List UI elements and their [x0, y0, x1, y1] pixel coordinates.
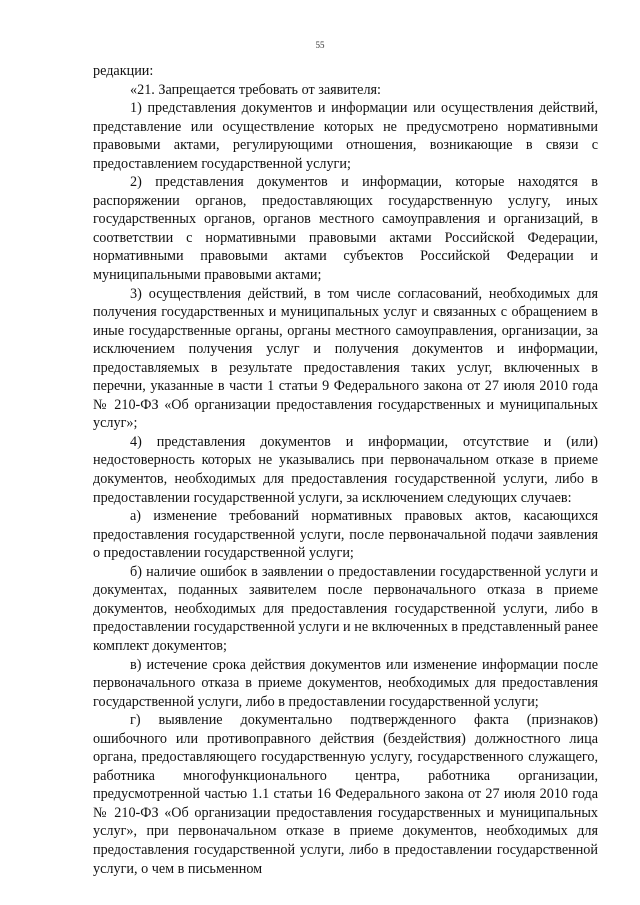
paragraph-item-3: 3) осуществления действий, в том числе согласований, необходимых для получения государственных и муниципальных услуг и связанных с обращением в иные государственные органы, органы местного самоуправления, организации, за исключением получения услуг и получения документов и информации, предоставляемых в результате предоставления таких услуг, включенных в перечни, указанные в части 1 статьи 9 Федерального закона от 27 июля 2010 года № 210-ФЗ «Об организации предоставления государственных и муниципальных услуг»;: [93, 285, 598, 432]
paragraph-item-2: 2) представления документов и информации, которые находятся в распоряжении органов, предоставляющих государственную услугу, иных государственных органов, органов местного самоуправления и организаций, в соответствии с нормативными правовыми актами Российской Федерации, нормативными правовыми актами субъектов Российской Федерации и муниципальными правовыми актами;: [93, 174, 598, 284]
paragraph-subitem-g: г) выявление документально подтвержденного факта (признаков) ошибочного или противоправного действия (бездействия) должностного лица органа, предоставляющего государственную услугу, государственного служащего, работника многофункционального центра, работника организации, предусмотренной частью 1.1 статьи 16 Федерального закона от 27 июля 2010 года № 210-ФЗ «Об организации предоставления государственных и муниципальных услуг», при первоначальном отказе в приеме документов, необходимых для предоставления государственной услуги, либо в предоставлении государственной услуги, о чем в письменном: [93, 712, 598, 877]
paragraph-continuation: редакции:: [93, 63, 154, 79]
paragraph-item-1: 1) представления документов и информации или осуществления действий, представление или осуществление которых не предусмотрено нормативными правовыми актами, регулирующими отношения, возникающие в связи с предоставлением государственной услуги;: [93, 100, 598, 172]
document-body: [93, 62, 598, 878]
paragraph-item-4: 4) представления документов и информации, отсутствие и (или) недостоверность которых не указывались при первоначальном отказе в приеме документов, необходимых для предоставления государственной услуги, либо в предоставлении государственной услуги, за исключением следующих случаев:: [93, 433, 598, 506]
paragraph-subitem-a: а) изменение требований нормативных правовых актов, касающихся предоставления государственной услуги, после первоначальной подачи заявления о предоставлении государственной услуги;: [93, 508, 598, 562]
paragraph-clause-21: «21. Запрещается требовать от заявителя:: [130, 81, 381, 98]
page-number: 55: [315, 40, 325, 50]
paragraph-subitem-b: б) наличие ошибок в заявлении о предоставлении государственной услуги и документах, поданных заявителем после первоначального отказа в приеме документов, необходимых для предоставления государственной услуги, либо в предоставлении государственной услуги и не включенных в представленный ранее комплект документов;: [93, 563, 598, 654]
paragraph-subitem-v: в) истечение срока действия документов или изменение информации после первоначального отказа в приеме документов, необходимых для предоставления государственной услуги, либо в предоставлении государственной услуги;: [93, 656, 598, 710]
